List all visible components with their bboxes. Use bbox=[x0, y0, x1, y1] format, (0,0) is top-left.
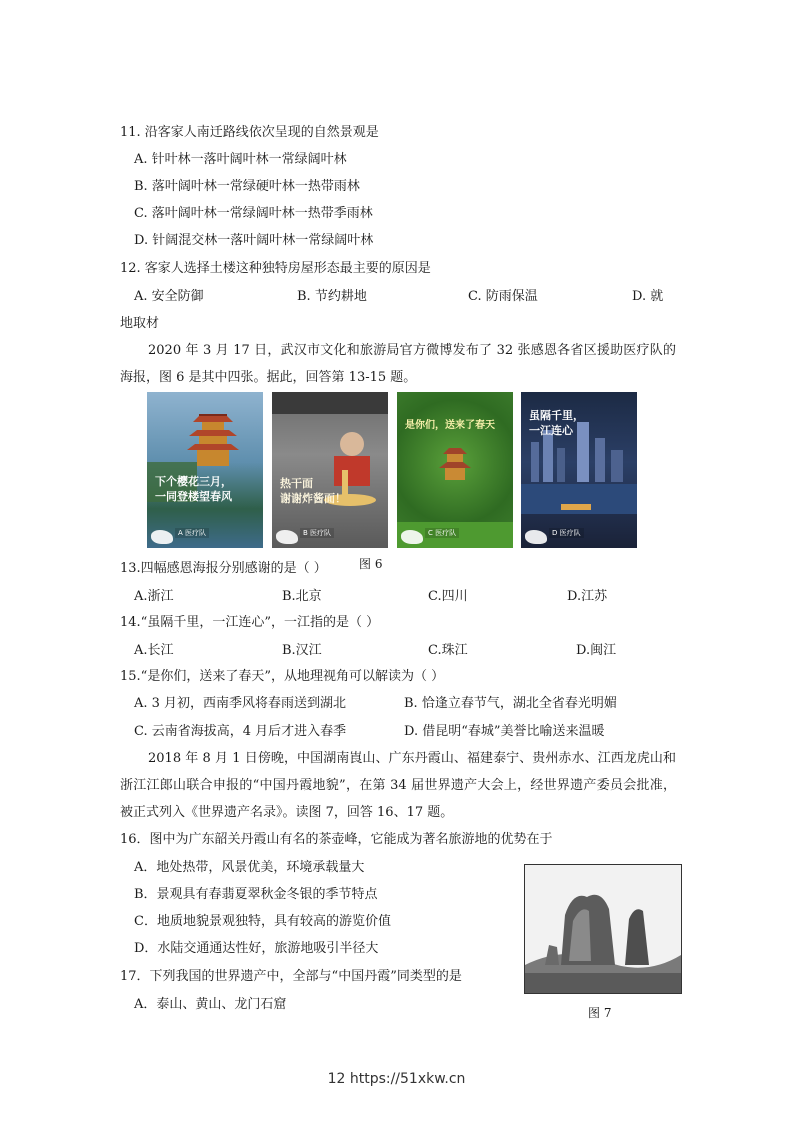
q15-option-c: C. 云南省海拔高，4 月后才进入春季 bbox=[134, 724, 347, 739]
q16-option-a: A．地处热带，风景优美，环境承载量大 bbox=[134, 860, 365, 875]
q15-stem: 15.“是你们，送来了春天”，从地理视角可以解读为（ ） bbox=[120, 669, 445, 684]
province-map-icon bbox=[525, 530, 547, 544]
danxia-peak-illustration bbox=[525, 865, 681, 993]
figure-7-photo bbox=[524, 864, 682, 994]
figure-7-caption: 图 7 bbox=[588, 1006, 612, 1020]
q13-option-d: D.江苏 bbox=[567, 589, 608, 604]
poster-a-text: 下个樱花三月， 一同登楼望春风 bbox=[155, 475, 232, 503]
q11-option-a: A. 针叶林一落叶阔叶林一常绿阔叶林 bbox=[134, 152, 347, 167]
q13-stem: 13.四幅感恩海报分别感谢的是（ ） bbox=[120, 561, 327, 576]
q16-option-d: D．水陆交通通达性好，旅游地吸引半径大 bbox=[134, 941, 379, 956]
poster-a bbox=[147, 392, 263, 548]
q16-option-b: B．景观具有春翡夏翠秋金冬银的季节特点 bbox=[134, 887, 378, 902]
noodle-illustration bbox=[272, 392, 388, 548]
figure-6-caption: 图 6 bbox=[359, 557, 383, 571]
q12-stem: 12. 客家人选择土楼这种独特房屋形态最主要的原因是 bbox=[120, 261, 431, 276]
intro-paragraph-1: 2020 年 3 月 17 日，武汉市文化和旅游局官方微博发布了 32 张感恩各省区援助医疗队的海报，图 6 是其中四张。据此，回答第 13-15 题。 bbox=[120, 343, 676, 385]
q12-option-d: D. 就 bbox=[632, 289, 664, 304]
poster-b-badge: B 医疗队 bbox=[300, 528, 334, 538]
q14-stem: 14.“虽隔千里，一江连心”，一江指的是（ ） bbox=[120, 615, 380, 630]
q15-option-a: A. 3 月初，西南季风将春雨送到湖北 bbox=[134, 696, 347, 711]
page-footer: 12 https://51xkw.cn bbox=[327, 1071, 466, 1087]
q16-option-c: C．地质地貌景观独特，具有较高的游览价值 bbox=[134, 914, 391, 929]
q11-stem: 11. 沿客家人南迁路线依次呈现的自然景观是 bbox=[120, 125, 379, 140]
poster-a-badge: A 医疗队 bbox=[175, 528, 209, 538]
poster-d bbox=[521, 392, 637, 548]
q17-stem: 17．下列我国的世界遗产中，全部与“中国丹霞”同类型的是 bbox=[120, 969, 462, 984]
poster-c bbox=[397, 392, 513, 548]
tower-illustration bbox=[397, 392, 513, 548]
q13-option-a: A.浙江 bbox=[134, 589, 174, 604]
q12-option-c: C. 防雨保温 bbox=[468, 289, 538, 304]
q17-option-a: A．泰山、黄山、龙门石窟 bbox=[134, 997, 287, 1012]
q14-option-d: D.闽江 bbox=[576, 643, 617, 658]
q11-option-c: C. 落叶阔叶林一常绿阔叶林一热带季雨林 bbox=[134, 206, 373, 221]
q15-option-d: D. 借昆明“春城”美誉比喻送来温暖 bbox=[404, 724, 605, 739]
q16-stem: 16．图中为广东韶关丹霞山有名的茶壶峰，它能成为著名旅游地的优势在于 bbox=[120, 832, 553, 847]
intro-paragraph-2: 2018 年 8 月 1 日傍晚，中国湖南崀山、广东丹霞山、福建泰宁、贵州赤水、江西龙虎山和浙江江郎山联合申报的“中国丹霞地貌”，在第 34 届世界遗产大会上，经世界遗产委员会批准，被正式列入《世界遗产名录》。读图 7，回答 16、17 题。 bbox=[120, 751, 676, 820]
province-map-icon bbox=[401, 530, 423, 544]
q12-option-b: B. 节约耕地 bbox=[297, 289, 367, 304]
q14-option-c: C.珠江 bbox=[428, 643, 468, 658]
poster-c-text: 是你们，送来了春天 bbox=[405, 420, 495, 431]
q12-option-d-wrap: 地取材 bbox=[120, 316, 160, 331]
province-map-icon bbox=[151, 530, 173, 544]
q13-option-c: C.四川 bbox=[428, 589, 468, 604]
poster-d-text: 虽隔千里， 一江连心 bbox=[529, 409, 584, 437]
poster-d-badge: D 医疗队 bbox=[549, 528, 584, 538]
poster-b-text: 热干面 谢谢炸酱面！ bbox=[280, 477, 346, 505]
q11-option-d: D. 针阔混交林一落叶阔叶林一常绿阔叶林 bbox=[134, 233, 374, 248]
q11-option-b: B. 落叶阔叶林一常绿硬叶林一热带雨林 bbox=[134, 179, 360, 194]
province-map-icon bbox=[276, 530, 298, 544]
poster-c-badge: C 医疗队 bbox=[425, 528, 459, 538]
poster-b bbox=[272, 392, 388, 548]
q15-option-b: B. 恰逢立春节气，湖北全省春光明媚 bbox=[404, 696, 617, 711]
q12-option-a: A. 安全防御 bbox=[134, 289, 204, 304]
pavilion-illustration bbox=[147, 392, 263, 548]
q13-option-b: B.北京 bbox=[282, 589, 322, 604]
q14-option-b: B.汉江 bbox=[282, 643, 322, 658]
q14-option-a: A.长江 bbox=[134, 643, 174, 658]
